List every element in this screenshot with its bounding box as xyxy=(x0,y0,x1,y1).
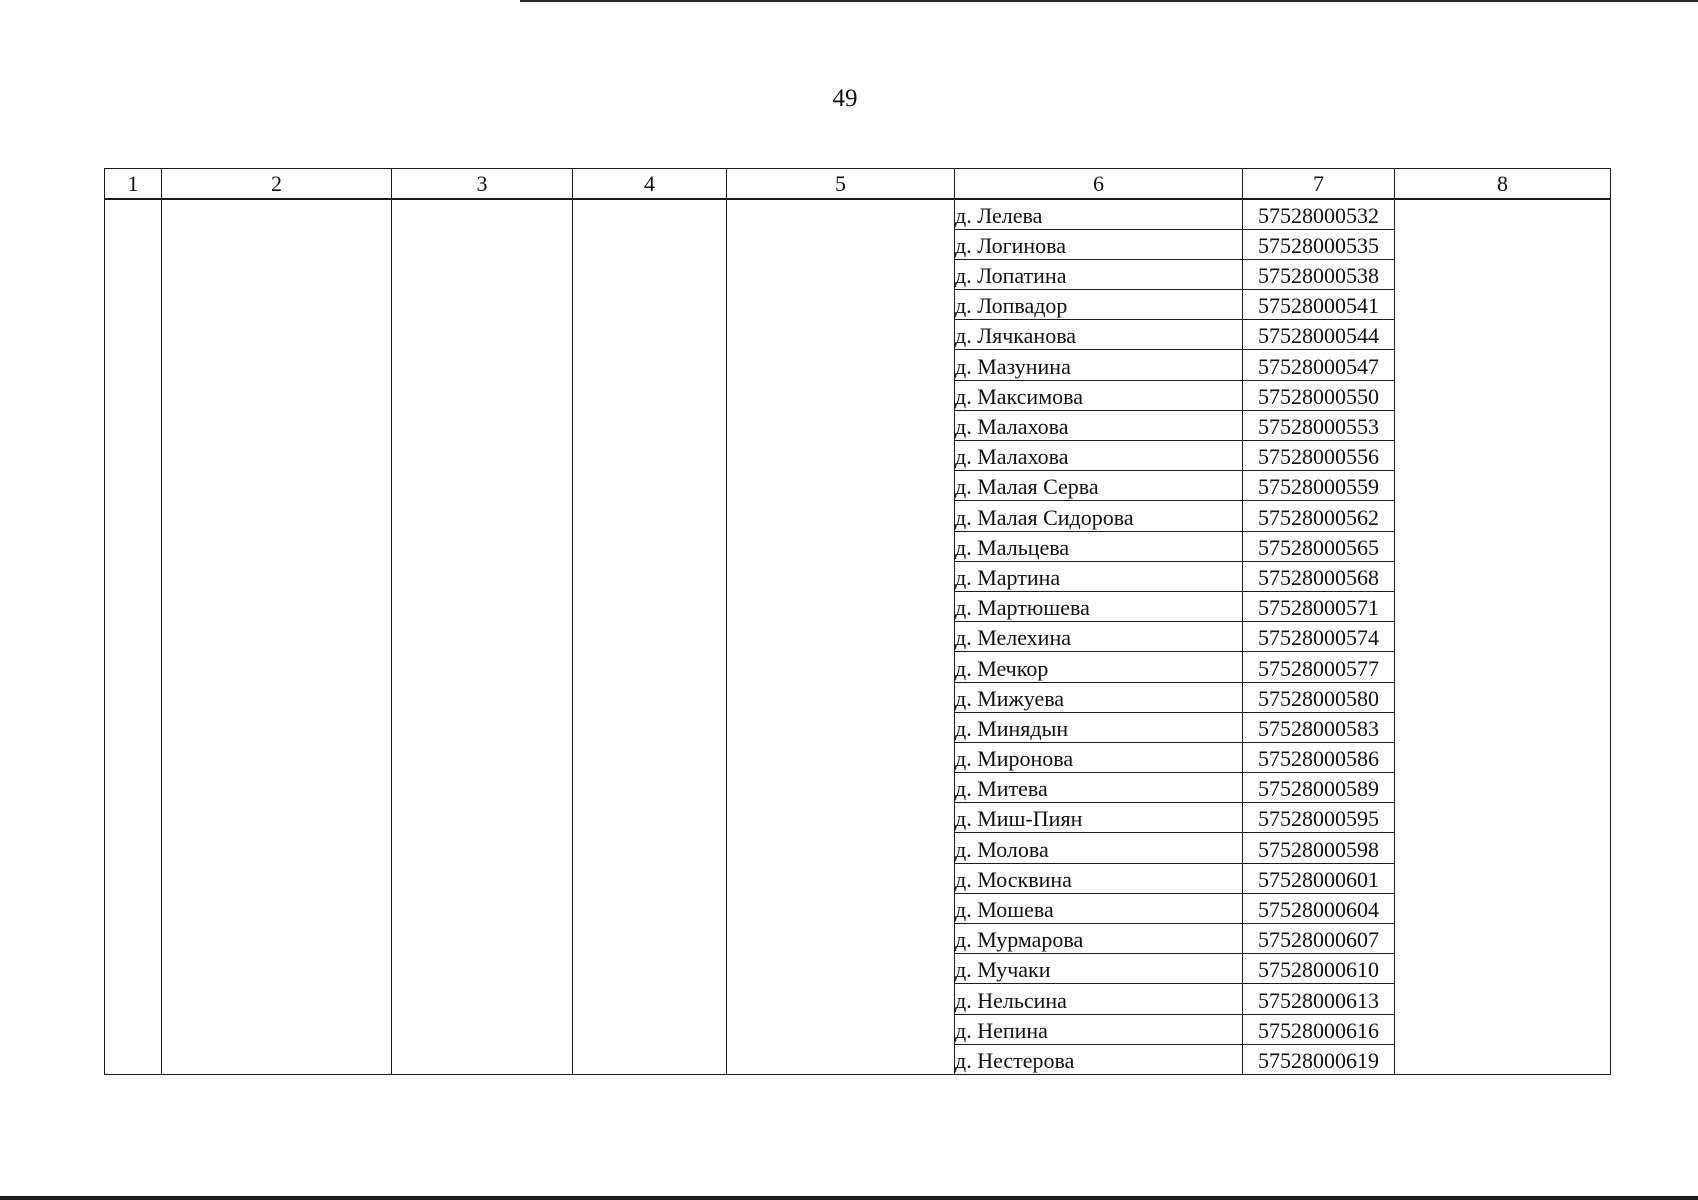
settlement-table xyxy=(104,168,1611,1075)
column-1-cell xyxy=(105,199,162,1074)
settlement-name: д. Малая Сидорова xyxy=(955,501,1243,531)
scan-edge-top xyxy=(520,0,1698,2)
page-number: 49 xyxy=(832,85,858,112)
settlement-name: д. Мазунина xyxy=(955,350,1243,380)
oktmo-code: 57528000616 xyxy=(1243,1014,1395,1044)
settlement-name: д. Миронова xyxy=(955,742,1243,772)
oktmo-code: 57528000550 xyxy=(1243,380,1395,410)
oktmo-code: 57528000613 xyxy=(1243,984,1395,1014)
table-body xyxy=(105,199,1611,1074)
settlement-name: д. Непина xyxy=(955,1014,1243,1044)
oktmo-code: 57528000565 xyxy=(1243,531,1395,561)
oktmo-code: 57528000538 xyxy=(1243,259,1395,289)
settlement-name: д. Лелева xyxy=(955,199,1243,229)
settlement-name: д. Минядын xyxy=(955,712,1243,742)
column-header-8: 8 xyxy=(1395,169,1611,200)
oktmo-code: 57528000544 xyxy=(1243,320,1395,350)
column-header-5: 5 xyxy=(727,169,955,200)
settlement-name: д. Малахова xyxy=(955,410,1243,440)
settlement-name: д. Нестерова xyxy=(955,1044,1243,1074)
settlement-name: д. Мошева xyxy=(955,893,1243,923)
settlement-name: д. Мижуева xyxy=(955,682,1243,712)
oktmo-code: 57528000571 xyxy=(1243,591,1395,621)
settlement-name: д. Малая Серва xyxy=(955,471,1243,501)
oktmo-code: 57528000601 xyxy=(1243,863,1395,893)
column-3-cell xyxy=(392,199,573,1074)
header-row xyxy=(105,169,1611,200)
oktmo-code: 57528000574 xyxy=(1243,622,1395,652)
oktmo-code: 57528000610 xyxy=(1243,954,1395,984)
settlement-name: д. Мурмарова xyxy=(955,924,1243,954)
oktmo-code: 57528000541 xyxy=(1243,290,1395,320)
settlement-name: д. Логинова xyxy=(955,229,1243,259)
settlement-name: д. Молова xyxy=(955,833,1243,863)
oktmo-code: 57528000559 xyxy=(1243,471,1395,501)
oktmo-code: 57528000532 xyxy=(1243,199,1395,229)
oktmo-code: 57528000586 xyxy=(1243,742,1395,772)
table-header xyxy=(105,169,1611,200)
column-4-cell xyxy=(573,199,727,1074)
column-header-7: 7 xyxy=(1243,169,1395,200)
oktmo-code: 57528000568 xyxy=(1243,561,1395,591)
settlement-name: д. Нельсина xyxy=(955,984,1243,1014)
settlement-name: д. Мартина xyxy=(955,561,1243,591)
settlement-name: д. Мартюшева xyxy=(955,591,1243,621)
column-header-3: 3 xyxy=(392,169,573,200)
oktmo-code: 57528000577 xyxy=(1243,652,1395,682)
oktmo-code: 57528000553 xyxy=(1243,410,1395,440)
oktmo-code: 57528000562 xyxy=(1243,501,1395,531)
column-5-cell xyxy=(727,199,955,1074)
settlement-name: д. Лопатина xyxy=(955,259,1243,289)
oktmo-code: 57528000580 xyxy=(1243,682,1395,712)
oktmo-code: 57528000556 xyxy=(1243,441,1395,471)
column-header-6: 6 xyxy=(955,169,1243,200)
settlement-name: д. Лячканова xyxy=(955,320,1243,350)
settlement-name: д. Миш-Пиян xyxy=(955,803,1243,833)
column-8-cell xyxy=(1395,199,1611,1074)
table-row xyxy=(105,199,1611,229)
column-header-4: 4 xyxy=(573,169,727,200)
oktmo-code: 57528000619 xyxy=(1243,1044,1395,1074)
oktmo-code: 57528000595 xyxy=(1243,803,1395,833)
settlement-name: д. Лопвадор xyxy=(955,290,1243,320)
column-header-1: 1 xyxy=(105,169,162,200)
settlement-name: д. Мальцева xyxy=(955,531,1243,561)
settlement-name: д. Мелехина xyxy=(955,622,1243,652)
oktmo-code: 57528000607 xyxy=(1243,924,1395,954)
column-2-cell xyxy=(162,199,392,1074)
settlement-name: д. Митева xyxy=(955,773,1243,803)
oktmo-code: 57528000604 xyxy=(1243,893,1395,923)
oktmo-code: 57528000547 xyxy=(1243,350,1395,380)
oktmo-code: 57528000535 xyxy=(1243,229,1395,259)
scan-edge-bottom xyxy=(0,1196,1698,1200)
oktmo-code: 57528000583 xyxy=(1243,712,1395,742)
settlement-name: д. Максимова xyxy=(955,380,1243,410)
settlement-name: д. Мучаки xyxy=(955,954,1243,984)
column-header-2: 2 xyxy=(162,169,392,200)
oktmo-code: 57528000589 xyxy=(1243,773,1395,803)
oktmo-code: 57528000598 xyxy=(1243,833,1395,863)
settlement-name: д. Москвина xyxy=(955,863,1243,893)
settlement-name: д. Мечкор xyxy=(955,652,1243,682)
settlement-name: д. Малахова xyxy=(955,441,1243,471)
